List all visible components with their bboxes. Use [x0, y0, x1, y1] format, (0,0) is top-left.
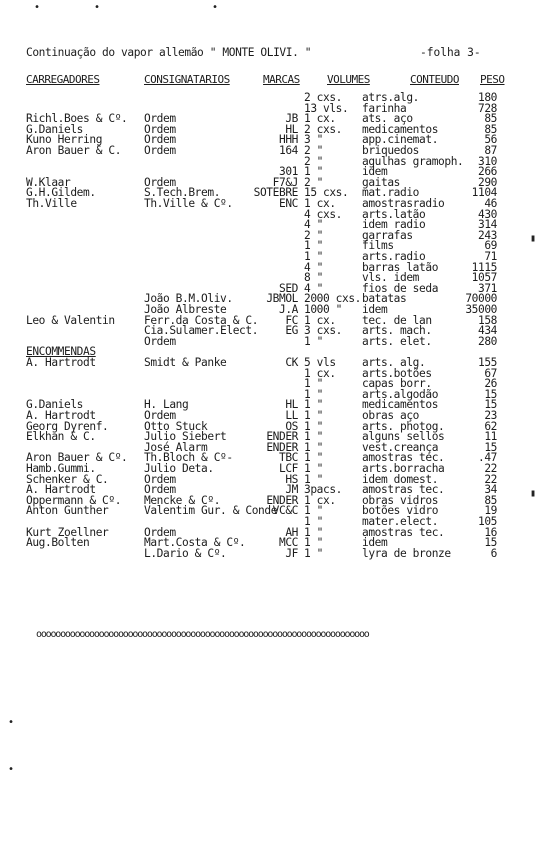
cell-mark: JM — [285, 483, 298, 497]
cell-consignee: João B.M.Oliv. — [144, 292, 233, 306]
cell-mark: F7&J — [272, 175, 298, 189]
column-header-shippers: CARREGADORES — [26, 73, 100, 86]
cell-mark: MCC — [278, 536, 298, 550]
cell-content: batatas — [362, 292, 407, 306]
cell-content: lyra de bronze — [362, 546, 451, 560]
cell-shipper: G.Daniels — [26, 398, 84, 412]
cell-consignee: Smidt & Panke — [144, 356, 227, 369]
cell-mark: ENDER — [266, 493, 298, 507]
cell-content: mat.radio — [362, 186, 420, 200]
cell-content: amostras tec. — [362, 525, 445, 539]
cell-consignee: José Alarm — [144, 440, 208, 454]
stray-mark: ▮ — [530, 233, 537, 244]
column-header-contents: CONTEUDO — [410, 73, 459, 86]
cell-vol: 2 " — [304, 175, 324, 189]
cell-shipper: Kurt Zoellner — [26, 525, 109, 539]
cell-vol: 1 " — [304, 462, 324, 475]
cell-weight: 180 — [477, 91, 497, 104]
cell-weight: 35000 — [465, 303, 497, 316]
cell-shipper: G.H.Gildem. — [26, 186, 96, 200]
cell-content: arts. mach. — [362, 324, 432, 338]
cell-content: idem — [362, 303, 388, 316]
cell-content: gaitas — [362, 175, 401, 189]
cell-weight: 290 — [477, 175, 497, 189]
cell-weight: 87 — [484, 144, 497, 157]
cell-weight: 56 — [484, 133, 497, 147]
cell-mark: HL — [285, 398, 298, 412]
cell-content: arts. elet. — [362, 334, 432, 348]
cell-content: amostras tec. — [362, 483, 445, 497]
cell-weight: 280 — [477, 334, 497, 348]
cell-content: idem — [362, 165, 388, 179]
cell-weight: 71 — [484, 250, 497, 263]
cell-mark: 164 — [278, 144, 298, 157]
cell-weight: 371 — [477, 281, 497, 295]
cell-content: ats. aço — [362, 112, 413, 126]
cell-content: films — [362, 239, 394, 253]
cell-content: fios de seda — [362, 281, 439, 295]
stray-mark: • — [94, 2, 101, 13]
cell-content: garrafas — [362, 228, 413, 242]
cell-vol: 1 " — [304, 525, 324, 539]
cell-shipper: Elkhan & C. — [26, 430, 96, 444]
cell-weight: 728 — [477, 101, 497, 115]
cell-shipper: Oppermann & Cº. — [26, 493, 122, 507]
cell-consignee: Ordem — [144, 483, 176, 497]
decorative-border: ooooooooooooooooooooooooooooooooooooooooooooooooooooooooooooooooooooo — [36, 629, 369, 640]
cell-content: arts.botões — [362, 366, 432, 380]
cell-consignee: João Albreste — [144, 303, 227, 316]
cell-mark: ENDER — [266, 430, 298, 444]
cell-mark: 301 — [278, 165, 298, 179]
cell-mark: ENC — [278, 197, 298, 210]
cell-weight: 158 — [477, 313, 497, 327]
cell-weight: 67 — [484, 366, 497, 380]
table-row — [0, 548, 545, 560]
cell-mark: HL — [285, 122, 298, 136]
cell-vol: 4 " — [304, 218, 324, 232]
cell-vol: 1 cx. — [304, 366, 336, 380]
cell-content: arts.radio — [362, 250, 426, 263]
cell-consignee: Ordem — [144, 144, 176, 157]
cell-consignee: Th.Bloch & Cº- — [144, 451, 233, 465]
cell-shipper: Anton Gunther — [26, 504, 109, 518]
cell-weight: 15 — [484, 440, 497, 454]
cell-content: vest.creança — [362, 440, 439, 454]
cell-shipper: Hamb.Gummi. — [26, 462, 96, 475]
cell-weight: 434 — [477, 324, 497, 338]
cell-consignee: Otto Stuck — [144, 419, 208, 433]
cell-weight: 1057 — [471, 271, 497, 285]
cell-weight: 15 — [484, 536, 497, 550]
stray-mark: • — [34, 2, 41, 13]
cell-vol: 15 cxs. — [304, 186, 349, 200]
cell-content: alguns sellos — [362, 430, 445, 444]
cell-vol: 2 " — [304, 144, 324, 157]
cell-weight: 243 — [477, 228, 497, 242]
cell-vol: 1 " — [304, 440, 324, 454]
column-header-marks: MARCAS — [263, 73, 300, 86]
cell-consignee: Ferr.da Costa & C. — [144, 313, 259, 327]
cell-vol: 1 " — [304, 546, 324, 560]
cell-vol: 1 " — [304, 165, 324, 179]
cell-vol: 1 " — [304, 536, 324, 550]
cell-vol: 5 vls — [304, 356, 336, 369]
cell-vol: 1 " — [304, 430, 324, 444]
cell-mark: EG — [285, 324, 298, 338]
cell-consignee: Valentim Gur. & Conde — [144, 504, 278, 518]
cell-weight: 23 — [484, 409, 497, 422]
cell-content: arts.borracha — [362, 462, 445, 475]
cell-weight: 430 — [477, 207, 497, 221]
stray-mark: • — [8, 764, 15, 775]
cell-consignee: Ordem — [144, 409, 176, 422]
cell-content: agulhas gramoph. — [362, 154, 464, 168]
cell-shipper: Kuno Herring — [26, 133, 103, 147]
cell-mark: JB — [285, 112, 298, 126]
cell-content: medicamentos — [362, 398, 439, 412]
cell-vol: 2 cxs. — [304, 91, 343, 104]
cell-vol: 3 " — [304, 133, 324, 147]
cell-content: idem radio — [362, 218, 426, 232]
cell-content: amostras tec. — [362, 451, 445, 465]
cell-vol: 1 " — [304, 515, 324, 528]
cell-weight: 22 — [484, 462, 497, 475]
cell-consignee: Ordem — [144, 175, 176, 189]
cell-content: arts.latão — [362, 207, 426, 221]
cell-content: arts. photog. — [362, 419, 445, 433]
column-header-volumes: VOLUMES — [327, 73, 370, 86]
cell-weight: 85 — [484, 493, 497, 507]
cell-weight: 266 — [477, 165, 497, 179]
cell-weight: 15 — [484, 387, 497, 401]
cell-mark: SOTEBRE — [253, 186, 298, 200]
cell-mark: AH — [285, 525, 298, 539]
cell-vol: 1 cx. — [304, 112, 336, 126]
cell-shipper: A. Hartrodt — [26, 483, 96, 497]
cell-consignee: Ordem — [144, 334, 176, 348]
cell-consignee: Mencke & Cº. — [144, 493, 221, 507]
cell-vol: 1 " — [304, 250, 324, 263]
cell-vol: 1 " — [304, 409, 324, 422]
cell-mark: JBMOL — [266, 292, 298, 306]
cell-shipper: G.Daniels — [26, 122, 84, 136]
cell-mark: CK — [285, 356, 298, 369]
cell-shipper: Aron Bauer & C. — [26, 144, 122, 157]
cell-weight: .47 — [477, 451, 497, 465]
cell-weight: 155 — [477, 356, 497, 369]
cell-vol: 1 " — [304, 377, 324, 391]
cell-consignee: S.Tech.Brem. — [144, 186, 221, 200]
cell-vol: 1 " — [304, 334, 324, 348]
cell-weight: 16 — [484, 525, 497, 539]
cell-vol: 2 cxs. — [304, 122, 343, 136]
cell-content: capas borr. — [362, 377, 432, 391]
cell-weight: 15 — [484, 398, 497, 412]
cell-consignee: Cia.Sulamer.Elect. — [144, 324, 259, 338]
cell-shipper: A. Hartrodt — [26, 409, 96, 422]
cell-mark: SED — [278, 281, 298, 295]
cell-content: farinha — [362, 101, 407, 115]
cell-weight: 19 — [484, 504, 497, 518]
cell-content: botões vidro — [362, 504, 439, 518]
cell-mark: TBC — [278, 451, 298, 465]
cell-weight: 310 — [477, 154, 497, 168]
cell-shipper: Aron Bauer & Cº. — [26, 451, 128, 465]
cell-vol: 3pacs. — [304, 483, 343, 497]
page-number: -folha 3- — [420, 46, 481, 59]
cell-weight: 62 — [484, 419, 497, 433]
cell-shipper: W.Klaar — [26, 175, 71, 189]
cell-weight: 1104 — [471, 186, 497, 200]
cell-content: amostrasradio — [362, 197, 445, 210]
cell-vol: 13 vls. — [304, 101, 349, 115]
cell-weight: 85 — [484, 122, 497, 136]
cell-weight: 1115 — [471, 260, 497, 274]
cell-consignee: L.Dario & Cº. — [144, 546, 227, 560]
cell-vol: 1 " — [304, 419, 324, 433]
cell-content: atrs.alg. — [362, 91, 420, 104]
cell-vol: 8 " — [304, 271, 324, 285]
cell-vol: 1 " — [304, 239, 324, 253]
cell-vol: 1 cx. — [304, 313, 336, 327]
cell-shipper: A. Hartrodt — [26, 356, 96, 369]
cell-content: briquedos — [362, 144, 420, 157]
cell-weight: 22 — [484, 472, 497, 486]
column-header-weight: PESO — [480, 73, 505, 86]
cell-content: idem — [362, 536, 388, 550]
cell-content: obras aço — [362, 409, 420, 422]
cell-vol: 1 cx. — [304, 493, 336, 507]
cell-mark: OS — [285, 419, 298, 433]
cell-consignee: Mart.Costa & Cº. — [144, 536, 246, 550]
cell-vol: 4 " — [304, 281, 324, 295]
cell-vol: 1 " — [304, 472, 324, 486]
cell-consignee: Ordem — [144, 112, 176, 126]
cell-vol: 1000 " — [304, 303, 343, 316]
cell-shipper: Leo & Valentin — [26, 313, 115, 327]
cell-vol: 1 " — [304, 451, 324, 465]
cell-weight: 69 — [484, 239, 497, 253]
stray-mark: ▮ — [530, 488, 537, 499]
cell-vol: 1 " — [304, 398, 324, 412]
cell-consignee: Ordem — [144, 525, 176, 539]
cell-content: obras vidros — [362, 493, 439, 507]
cell-weight: 105 — [477, 515, 497, 528]
cell-consignee: Ordem — [144, 122, 176, 136]
cell-shipper: Richl.Boes & Cº. — [26, 112, 128, 126]
cell-vol: 1 cx. — [304, 197, 336, 210]
cell-content: vls. idem — [362, 271, 420, 285]
cell-content: mater.elect. — [362, 515, 439, 528]
cell-vol: 1 " — [304, 387, 324, 401]
cell-mark: J.A — [278, 303, 298, 316]
cell-content: app.cinemat. — [362, 133, 439, 147]
cell-content: arts.algodão — [362, 387, 439, 401]
cell-weight: 70000 — [465, 292, 497, 306]
cell-mark: HHH — [278, 133, 298, 147]
cell-consignee: H. Lang — [144, 398, 189, 412]
stray-mark: • — [212, 2, 219, 13]
cell-content: idem domest. — [362, 472, 439, 486]
cell-consignee: Julio Siebert — [144, 430, 227, 444]
cell-weight: 85 — [484, 112, 497, 126]
cell-vol: 2 " — [304, 154, 324, 168]
cell-mark: FC — [285, 313, 298, 327]
cell-shipper: Th.Ville — [26, 197, 77, 210]
cell-content: barras latão — [362, 260, 439, 274]
cell-content: medicamentos — [362, 122, 439, 136]
cell-weight: 26 — [484, 377, 497, 391]
column-header-consignees: CONSIGNATARIOS — [144, 73, 230, 86]
cell-mark: ENDER — [266, 440, 298, 454]
cell-weight: 11 — [484, 430, 497, 444]
cell-vol: 3 cxs. — [304, 324, 343, 338]
cell-vol: 4 " — [304, 260, 324, 274]
cell-content: tec. de lan — [362, 313, 432, 327]
cell-mark: JF — [285, 546, 298, 560]
cell-mark: LCF — [278, 462, 298, 475]
cell-shipper: Georg Dyrenf. — [26, 419, 109, 433]
cell-consignee: Ordem — [144, 133, 176, 147]
cell-vol: 2 " — [304, 228, 324, 242]
cell-vol: 4 cxs. — [304, 207, 343, 221]
cell-weight: 46 — [484, 197, 497, 210]
document-title: Continuação do vapor allemão " MONTE OLIVI. " — [26, 46, 312, 59]
stray-mark: • — [8, 717, 15, 728]
cell-mark: VC&C — [272, 504, 298, 518]
cell-weight: 34 — [484, 483, 497, 497]
cell-consignee: Julio Deta. — [144, 462, 214, 475]
cell-weight: 6 — [490, 546, 497, 560]
cell-consignee: Ordem — [144, 472, 176, 486]
cell-mark: HS — [285, 472, 298, 486]
cell-vol: 1 " — [304, 504, 324, 518]
cell-mark: LL — [285, 409, 298, 422]
cell-shipper: Schenker & C. — [26, 472, 109, 486]
cell-consignee: Th.Ville & Cº. — [144, 197, 233, 210]
cell-shipper: Aug.Bolten — [26, 536, 90, 550]
cell-content: arts. alg. — [362, 356, 426, 369]
cell-weight: 314 — [477, 218, 497, 232]
cell-vol: 2000 cxs. — [304, 292, 362, 306]
cell-shipper: ENCOMMENDAS — [26, 345, 96, 359]
